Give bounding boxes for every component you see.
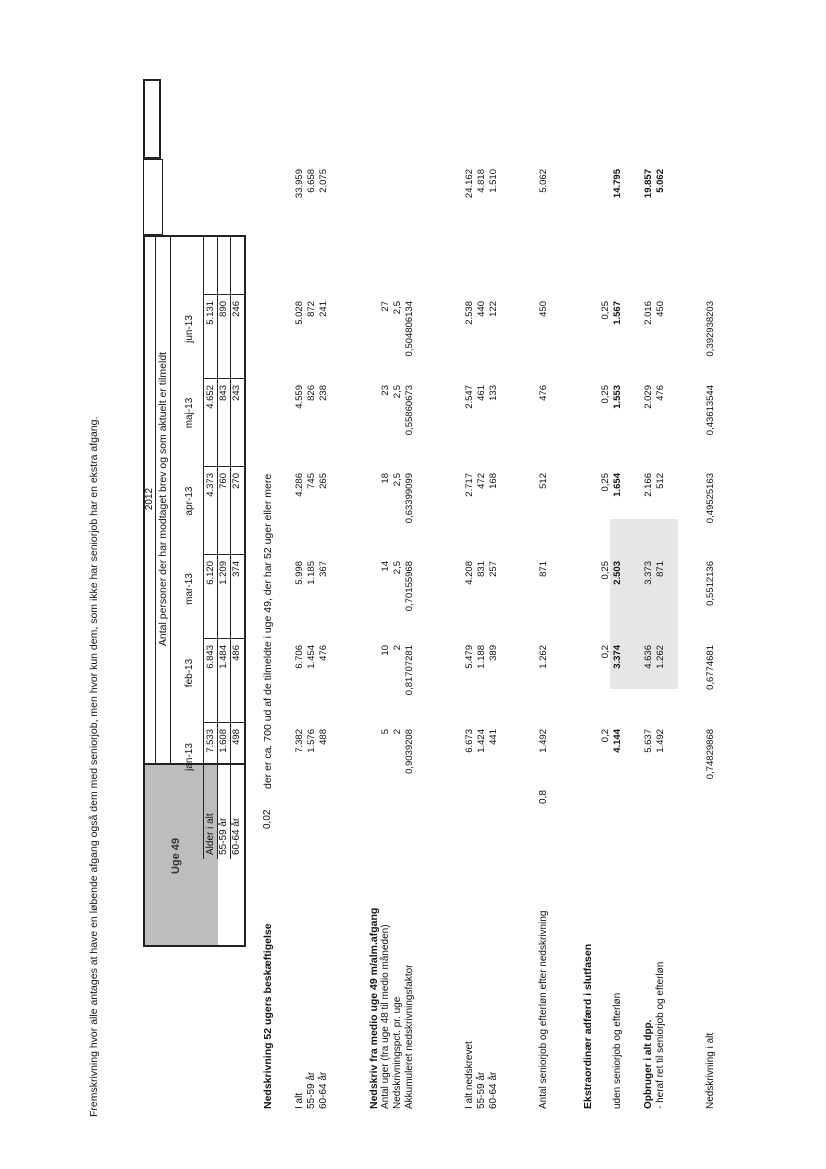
s2-row-value-3: 14	[380, 561, 391, 572]
month-header-mar-13: mar-13	[184, 573, 195, 605]
header-row-value-3: 6.120	[205, 561, 216, 585]
s2-row-value-5: 0,55860673	[404, 385, 415, 436]
s1-row-value-1: 488	[318, 729, 329, 745]
s5-row1-pct-3: 0,25	[600, 561, 611, 580]
s1-row-value-1: 7.382	[294, 729, 305, 753]
s5-row1-pct-6: 0,25	[600, 301, 611, 320]
s4-value-1: 1.492	[538, 729, 549, 753]
s6-label: Nedskrivning i alt	[705, 1032, 716, 1109]
s3-row-total: 24.162	[464, 169, 475, 199]
header-row-value-4: 270	[231, 473, 242, 489]
header-row-value-2: 486	[231, 645, 242, 661]
header-row-label: Alder i alt	[205, 813, 216, 855]
s2-row-value-1: 5	[380, 729, 391, 735]
s4-total: 5.062	[538, 169, 549, 193]
s2-row-value-5: 23	[380, 385, 391, 396]
s6-value-3: 0,5512136	[705, 561, 716, 606]
s5-row3-value-5: 476	[655, 385, 666, 401]
s3-row-label: 60-64 år	[488, 1071, 499, 1109]
header-row-value-3: 374	[231, 561, 242, 577]
s2-row-value-6: 0,504806134	[404, 301, 415, 357]
s1-row-value-2: 6.706	[294, 645, 305, 669]
uge-label: Uge 49	[170, 837, 182, 875]
header-row-value-1: 1.608	[218, 729, 229, 753]
s1-row-value-4: 4.286	[294, 473, 305, 497]
header-row-value-6: 890	[218, 301, 229, 317]
empty-box	[143, 79, 161, 159]
s1-row-value-4: 265	[318, 473, 329, 489]
s5-row2-value-1: 5.637	[643, 729, 654, 753]
s1-row-value-3: 5.998	[294, 561, 305, 585]
s1-row-value-5: 4.559	[294, 385, 305, 409]
s6-value-2: 0,6774681	[705, 645, 716, 690]
s5-row3-value-1: 1.492	[655, 729, 666, 753]
s5-title: Ekstraordinær adfærd i slutfasen	[582, 943, 594, 1109]
header-row-value-5: 843	[218, 385, 229, 401]
s5-row1-value-4: 1.654	[612, 473, 623, 497]
s5-row1-total: 14.795	[612, 169, 623, 199]
s3-row-value-1: 1.424	[476, 729, 487, 753]
header-row-value-4: 4.373	[205, 473, 216, 497]
s2-row-value-5: 2,5	[392, 385, 403, 399]
s1-row-value-2: 476	[318, 645, 329, 661]
s2-row-value-2: 10	[380, 645, 391, 656]
s3-row-value-2: 1.188	[476, 645, 487, 669]
s3-row-value-4: 2.717	[464, 473, 475, 497]
s2-row-value-2: 2	[392, 645, 403, 651]
s1-row-value-6: 872	[306, 301, 317, 317]
s1-title: Nedskrivning 52 ugers beskæftigelse	[262, 923, 274, 1109]
s1-row-value-3: 1.185	[306, 561, 317, 585]
s3-row-label: 55-59 år	[476, 1071, 487, 1109]
s1-row-value-6: 241	[318, 301, 329, 317]
s3-row-value-4: 472	[476, 473, 487, 489]
s2-row-value-1: 0,9039208	[404, 729, 415, 774]
s2-row-value-3: 2,5	[392, 561, 403, 575]
s4-value-2: 1.262	[538, 645, 549, 669]
month-header-feb-13: feb-13	[184, 658, 195, 688]
s2-row-value-2: 0,81707281	[404, 645, 415, 696]
s5-row1-pct-2: 0,2	[600, 645, 611, 659]
month-header-jun-13: jun-13	[184, 315, 195, 343]
s5-row1-value-5: 1.553	[612, 385, 623, 409]
s2-row-value-4: 2,5	[392, 473, 403, 487]
header-row-value-5: 243	[231, 385, 242, 401]
s5-row2-value-6: 2.016	[643, 301, 654, 325]
s6-value-6: 0,392938203	[705, 301, 716, 357]
s3-row-value-1: 441	[488, 729, 499, 745]
s2-row-value-4: 0,63399099	[404, 473, 415, 524]
s5-row1-pct-4: 0,25	[600, 473, 611, 492]
month-header-maj-13: maj-13	[184, 397, 195, 429]
s3-row-label: I alt nedskrevet	[464, 1041, 475, 1109]
s5-row2-value-3: 3.373	[643, 561, 654, 585]
s2-row-value-4: 18	[380, 473, 391, 484]
s3-row-value-3: 831	[476, 561, 487, 577]
s3-row-total: 1.510	[488, 169, 499, 193]
s6-value-5: 0,43613544	[705, 385, 716, 436]
s5-row2-value-2: 4.636	[643, 645, 654, 669]
s2-row-label: Antal uger (fra uge 48 til medio måneden)	[380, 924, 391, 1109]
header-row-value-1: 498	[231, 729, 242, 745]
s3-row-value-6: 440	[476, 301, 487, 317]
header-row-value-3: 1.209	[218, 561, 229, 585]
s5-row3-value-4: 512	[655, 473, 666, 489]
s2-row-value-6: 27	[380, 301, 391, 312]
s5-row3-value-3: 871	[655, 561, 666, 577]
s3-row-value-5: 461	[476, 385, 487, 401]
s5-row2-total: 19.857	[643, 169, 654, 199]
s1-note-text: der er ca. 700 ud af de tilmeldte i uge 49, der har 52 uger eller mere	[262, 473, 274, 789]
s4-value-4: 512	[538, 473, 549, 489]
header-row-value-5: 4.652	[205, 385, 216, 409]
header-row-label: 60-64 år	[231, 817, 242, 855]
s5-row3-total: 5.062	[655, 169, 666, 193]
s5-row1-value-3: 2.503	[612, 561, 623, 585]
s1-note-value: 0,02	[262, 809, 273, 829]
s5-row2-value-5: 2.029	[643, 385, 654, 409]
s5-row1-value-6: 1.567	[612, 301, 623, 325]
s1-row-label: 55-59 år	[306, 1071, 317, 1109]
s1-row-value-4: 745	[306, 473, 317, 489]
header-row-value-4: 760	[218, 473, 229, 489]
header-row-value-1: 7.533	[205, 729, 216, 753]
s2-title: Nedskriv fra medio uge 49 m/alm.afgang	[368, 907, 380, 1109]
s3-row-value-6: 2.538	[464, 301, 475, 325]
s5-row1-pct-5: 0,25	[600, 385, 611, 404]
s3-row-value-5: 133	[488, 385, 499, 401]
s5-row2-label: Opbruger i alt dpp.	[643, 1019, 654, 1109]
month-header-jan-13: jan-13	[184, 743, 195, 771]
s1-row-label: I alt	[294, 1092, 305, 1109]
s5-row3-value-2: 1.262	[655, 645, 666, 669]
s3-row-value-2: 5.479	[464, 645, 475, 669]
intro-text: Fremskrivning hvor alle antages at have en løbende afgang også dem med seniorjob, men hvor kun dem, som ikke har seniorjob har en ekstra afgang.	[88, 416, 100, 1117]
s5-row1-value-2: 3.374	[612, 645, 623, 669]
s4-label: Antal seniorjob og efterløn efter nedskrivning	[538, 910, 549, 1109]
s5-row3-value-6: 450	[655, 301, 666, 317]
s4-value-6: 450	[538, 301, 549, 317]
s5-row2-value-4: 2.166	[643, 473, 654, 497]
s2-row-label: Akkumuleret nedskrivningsfaktor	[404, 964, 415, 1109]
s6-value-1: 0,74829868	[705, 729, 716, 780]
s2-row-value-3: 0,70155968	[404, 561, 415, 612]
s3-row-value-4: 168	[488, 473, 499, 489]
table-subtitle: Antal personer der har modtaget brev og som aktuelt er tilmeldt	[157, 351, 169, 647]
s1-row-value-1: 1.576	[306, 729, 317, 753]
s1-row-value-6: 5.028	[294, 301, 305, 325]
header-row-value-6: 246	[231, 301, 242, 317]
s4-value-3: 871	[538, 561, 549, 577]
s4-value-5: 476	[538, 385, 549, 401]
small-box	[143, 159, 163, 235]
header-row-label: 55-59 år	[218, 817, 229, 855]
s2-row-value-6: 2,5	[392, 301, 403, 315]
s5-row1-pct-1: 0,2	[600, 729, 611, 743]
s5-row3-label: - heraf ret til seniorjob og efterløn	[655, 961, 666, 1109]
s1-row-total: 2.075	[318, 169, 329, 193]
s1-row-total: 33.959	[294, 169, 305, 199]
year-label: 2012	[144, 487, 155, 511]
s1-row-value-5: 238	[318, 385, 329, 401]
s6-value-4: 0,49525163	[705, 473, 716, 524]
s1-row-value-3: 367	[318, 561, 329, 577]
month-header-apr-13: apr-13	[184, 486, 195, 516]
s5-row1-label: uden seniorjob og efterløn	[612, 992, 623, 1109]
s1-row-label: 60-64 år	[318, 1071, 329, 1109]
s3-row-value-5: 2.547	[464, 385, 475, 409]
header-row-value-2: 6.843	[205, 645, 216, 669]
s2-row-label: Nedskrivningspct. pr. uge	[392, 996, 403, 1109]
header-row-value-2: 1.484	[218, 645, 229, 669]
s3-row-value-3: 4.208	[464, 561, 475, 585]
s3-row-value-3: 257	[488, 561, 499, 577]
s3-row-total: 4.818	[476, 169, 487, 193]
s1-row-total: 6.658	[306, 169, 317, 193]
header-row-value-6: 5.131	[205, 301, 216, 325]
s1-row-value-5: 826	[306, 385, 317, 401]
s3-row-value-6: 122	[488, 301, 499, 317]
s3-row-value-2: 389	[488, 645, 499, 661]
s3-row-value-1: 6.673	[464, 729, 475, 753]
s2-row-value-1: 2	[392, 729, 403, 735]
s4-factor: 0,8	[538, 790, 549, 804]
s5-row1-value-1: 4.144	[612, 729, 623, 753]
s1-row-value-2: 1.454	[306, 645, 317, 669]
